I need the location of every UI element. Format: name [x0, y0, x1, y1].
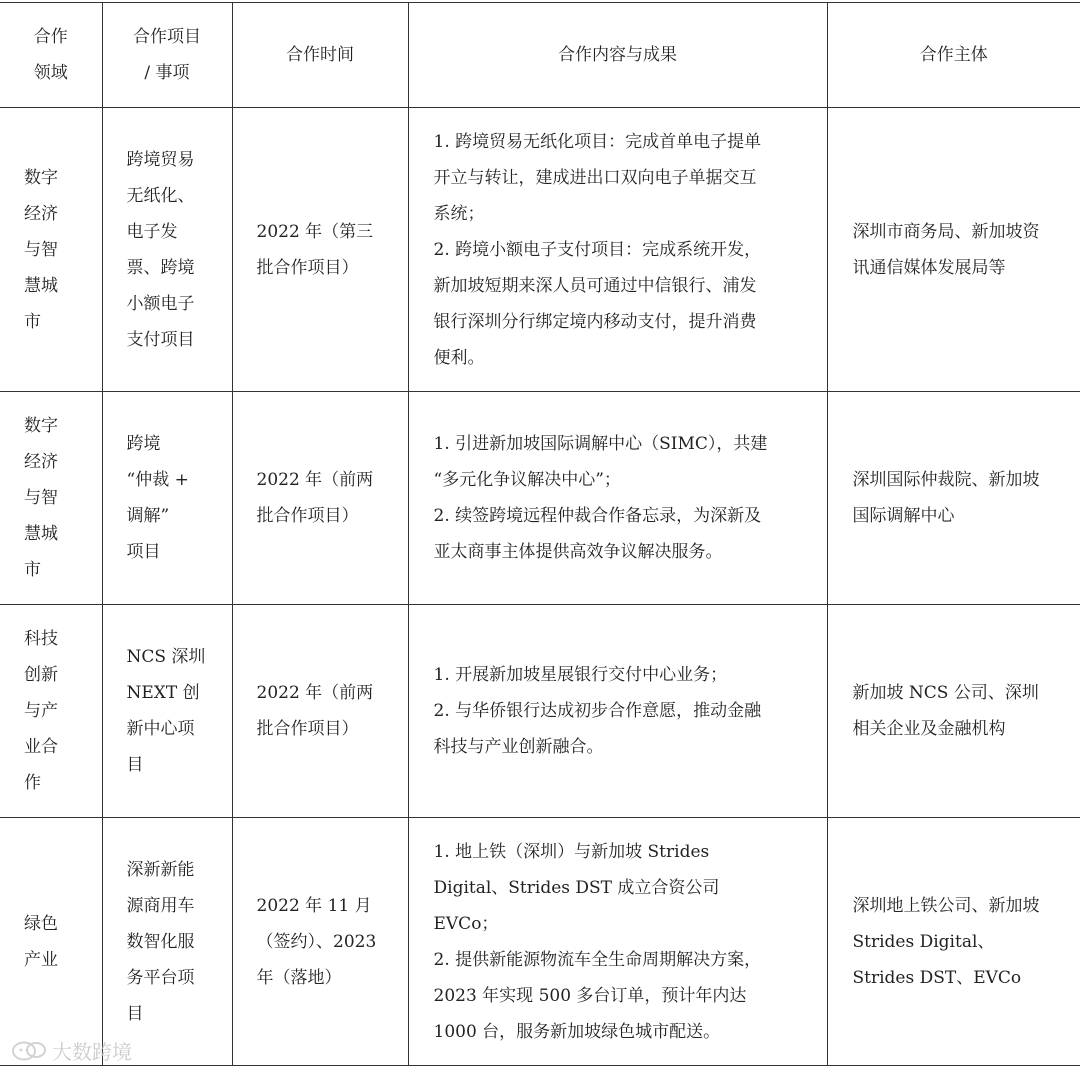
cell-content: 1. 开展新加坡星展银行交付中心业务； 2. 与华侨银行达成初步合作意愿，推动金融 科技与产业创新融合。 — [408, 605, 827, 818]
table-row — [0, 605, 1080, 818]
cell-content: 1. 引进新加坡国际调解中心（SIMC），共建 “多元化争议解决中心”； 2. 续签跨境远程仲裁合作备忘录，为深新及 亚太商事主体提供高效争议解决服务。 — [408, 392, 827, 605]
header-row — [0, 3, 1080, 108]
cell-subject: 深圳地上铁公司、新加坡 Strides Digital、 Strides DST、EVCo — [827, 818, 1080, 1066]
header-subject: 合作主体 — [827, 3, 1080, 108]
cell-field: 数字 经济 与智 慧城 市 — [0, 392, 102, 605]
cooperation-table — [0, 2, 1080, 1066]
cell-content: 1. 跨境贸易无纸化项目：完成首单电子提单 开立与转让，建成进出口双向电子单据交互 系统； 2. 跨境小额电子支付项目：完成系统开发， 新加坡短期来深人员可通过中信银行、浦发 银行深圳分行绑定境内移动支付，提升消费 便利。 — [408, 108, 827, 392]
cell-item: NCS 深圳 NEXT 创 新中心项 目 — [102, 605, 232, 818]
cell-field: 科技 创新 与产 业合 作 — [0, 605, 102, 818]
cell-subject: 深圳国际仲裁院、新加坡 国际调解中心 — [827, 392, 1080, 605]
cell-time: 2022 年 11 月 （签约）、2023 年（落地） — [232, 818, 408, 1066]
cell-time: 2022 年（前两 批合作项目） — [232, 605, 408, 818]
cell-item: 深新新能 源商用车 数智化服 务平台项 目 — [102, 818, 232, 1066]
header-content: 合作内容与成果 — [408, 3, 827, 108]
header-item: 合作项目 / 事项 — [102, 3, 232, 108]
cell-time: 2022 年（第三 批合作项目） — [232, 108, 408, 392]
wechat-logo-icon — [10, 1040, 48, 1062]
cell-content: 1. 地上铁（深圳）与新加坡 Strides Digital、Strides DST 成立合资公司 EVCo； 2. 提供新能源物流车全生命周期解决方案， 2023 年实现 500 多台订单，预计年内达 1000 台，服务新加坡绿色城市配送。 — [408, 818, 827, 1066]
cell-time: 2022 年（前两 批合作项目） — [232, 392, 408, 605]
header-time: 合作时间 — [232, 3, 408, 108]
table-row — [0, 392, 1080, 605]
cell-field: 绿色 产业 — [0, 818, 102, 1066]
cell-item: 跨境 “仲裁 + 调解” 项目 — [102, 392, 232, 605]
cell-subject: 新加坡 NCS 公司、深圳 相关企业及金融机构 — [827, 605, 1080, 818]
cell-subject: 深圳市商务局、新加坡资 讯通信媒体发展局等 — [827, 108, 1080, 392]
cell-field: 数字 经济 与智 慧城 市 — [0, 108, 102, 392]
table-row — [0, 108, 1080, 392]
watermark-text: 大数跨境 — [52, 1040, 132, 1064]
watermark — [10, 1036, 132, 1065]
header-field: 合作 领域 — [0, 3, 102, 108]
table-row — [0, 818, 1080, 1066]
cell-item: 跨境贸易 无纸化、 电子发 票、跨境 小额电子 支付项目 — [102, 108, 232, 392]
